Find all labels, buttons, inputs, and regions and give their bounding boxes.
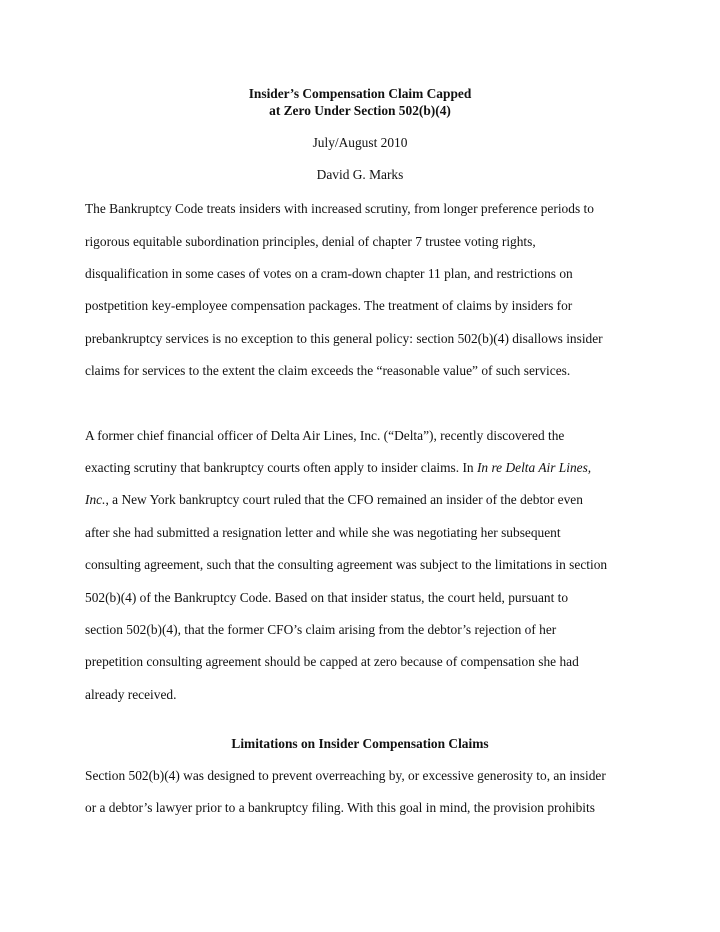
author-name: David G. Marks bbox=[316, 167, 404, 182]
publication-date: July/August 2010 bbox=[312, 135, 408, 150]
paragraph-2-line: already received. bbox=[85, 687, 177, 702]
paragraph-1-line: claims for services to the extent the claim exceeds the “reasonable value” of such services. bbox=[85, 363, 571, 378]
paragraph-3-line: or a debtor’s lawyer prior to a bankruptcy filing. With this goal in mind, the provision prohibits bbox=[85, 800, 595, 815]
paragraph-2-line: 502(b)(4) of the Bankruptcy Code. Based on that insider status, the court held, pursuant to bbox=[85, 590, 569, 605]
paragraph-2-text: exacting scrutiny that bankruptcy courts often apply to insider claims. In bbox=[85, 460, 477, 475]
paragraph-2-text: , a New York bankruptcy court ruled that the CFO remained an insider of the debtor even bbox=[105, 492, 583, 507]
paragraph-2-line: consulting agreement, such that the consulting agreement was subject to the limitations in section bbox=[85, 557, 608, 572]
paragraph-2-line bbox=[85, 459, 591, 476]
paragraph-1-line: The Bankruptcy Code treats insiders with increased scrutiny, from longer preference periods to bbox=[85, 201, 594, 216]
title-line-2: at Zero Under Section 502(b)(4) bbox=[269, 103, 451, 118]
section-heading: Limitations on Insider Compensation Claims bbox=[231, 736, 489, 751]
paragraph-3-line: Section 502(b)(4) was designed to prevent overreaching by, or excessive generosity to, an insider bbox=[85, 768, 606, 783]
case-name-italic: Inc. bbox=[85, 492, 106, 507]
paragraph-1-line: postpetition key-employee compensation packages. The treatment of claims by insiders for bbox=[85, 298, 573, 313]
paragraph-1-line: disqualification in some cases of votes on a cram-down chapter 11 plan, and restrictions on bbox=[85, 266, 573, 281]
paragraph-2-line: section 502(b)(4), that the former CFO’s claim arising from the debtor’s rejection of her bbox=[85, 622, 557, 637]
paragraph-1-line: prebankruptcy services is no exception to this general policy: section 502(b)(4) disallows insider bbox=[85, 331, 603, 346]
case-name-italic: In re Delta Air Lines, bbox=[476, 460, 592, 475]
paragraph-1-line: rigorous equitable subordination principles, denial of chapter 7 trustee voting rights, bbox=[85, 234, 536, 249]
title-line-1: Insider’s Compensation Claim Capped bbox=[248, 86, 472, 101]
paragraph-2-line bbox=[85, 491, 583, 508]
paragraph-2-line: after she had submitted a resignation letter and while she was negotiating her subsequent bbox=[85, 525, 561, 540]
paragraph-2-line: prepetition consulting agreement should be capped at zero because of compensation she had bbox=[85, 654, 579, 669]
paragraph-2-line: A former chief financial officer of Delta Air Lines, Inc. (“Delta”), recently discovered the bbox=[85, 428, 565, 443]
